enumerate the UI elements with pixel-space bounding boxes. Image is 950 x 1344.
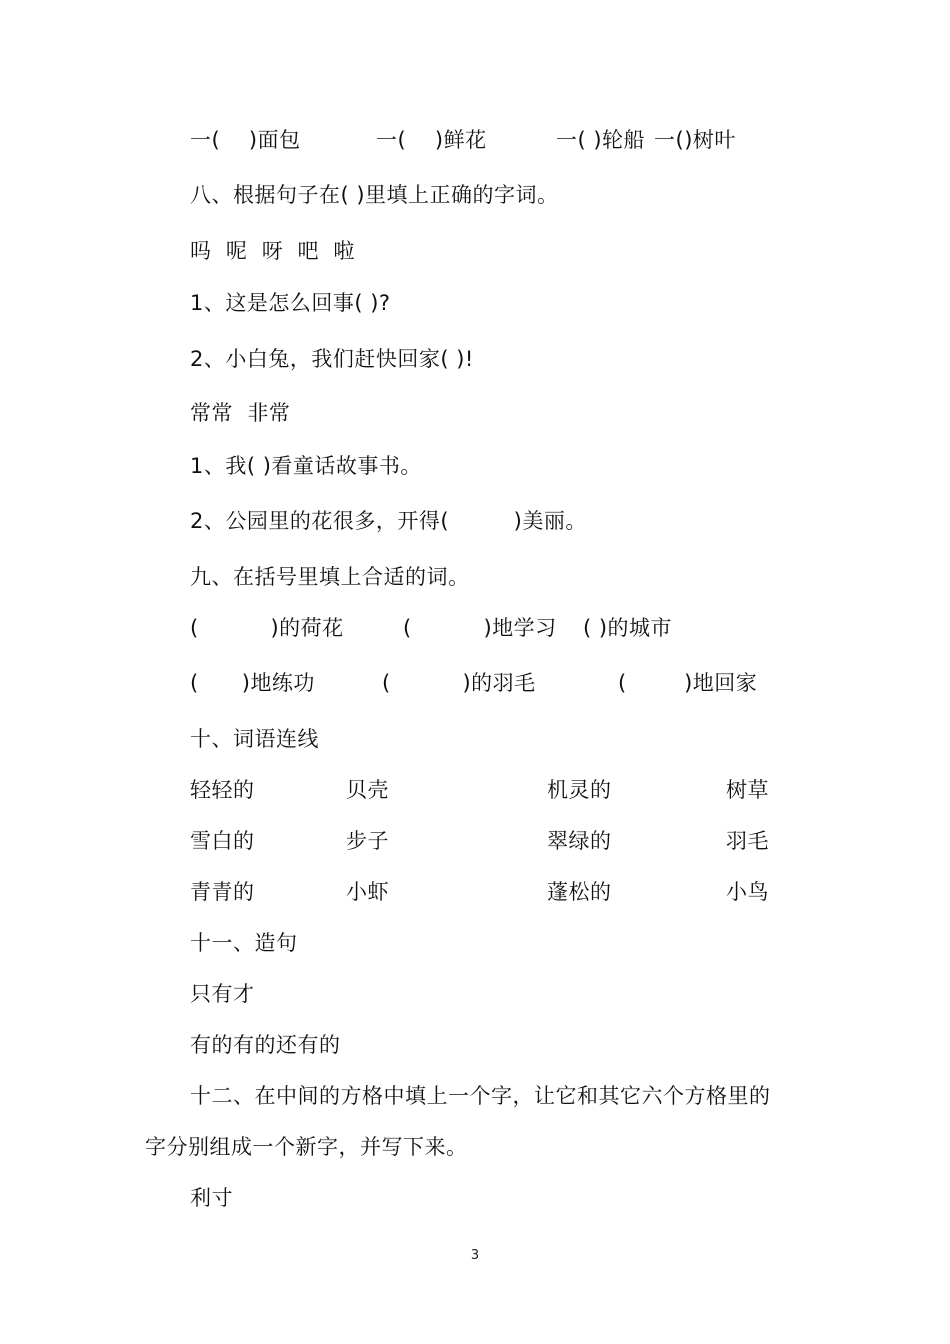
match-right-noun: 羽毛	[726, 829, 769, 853]
measure-word-3: 一( )轮船	[556, 128, 646, 152]
match-left-noun: 步子	[346, 829, 389, 853]
match-left-word: 雪白的	[190, 829, 255, 853]
section8-group2-item-1: 1、我( )看童话故事书。	[190, 454, 422, 478]
match-right-word: 翠绿的	[547, 829, 612, 853]
section11-item-1: 只有才	[190, 982, 255, 1006]
section8-group2-words: 常常 非常	[190, 401, 291, 425]
section9-row1-item-2: ( )地学习	[403, 616, 557, 640]
section12-heading-line2: 字分别组成一个新字，并写下来。	[145, 1135, 468, 1159]
measure-word-2: 一( )鲜花	[376, 128, 487, 152]
section9-row1-item-3: ( )的城市	[583, 616, 673, 640]
match-right-word: 蓬松的	[547, 880, 612, 904]
measure-word-1: 一( )面包	[190, 128, 301, 152]
section8-group2-item-2: 2、公园里的花很多，开得( )美丽。	[190, 509, 587, 533]
match-right-noun: 小鸟	[726, 880, 769, 904]
match-right-word: 机灵的	[547, 778, 612, 802]
section9-row2-item-1: ( )地练功	[190, 671, 315, 695]
match-left-noun: 贝壳	[346, 778, 389, 802]
match-right-noun: 树草	[726, 778, 769, 802]
match-left-word: 轻轻的	[190, 778, 255, 802]
section12-chars: 利寸	[190, 1186, 233, 1210]
measure-word-4: 一()树叶	[654, 128, 736, 152]
match-left-noun: 小虾	[346, 880, 389, 904]
section9-row2-item-2: ( )的羽毛	[382, 671, 536, 695]
section11-item-2: 有的有的还有的	[190, 1033, 341, 1057]
section12-heading-line1: 十二、在中间的方格中填上一个字，让它和其它六个方格里的	[190, 1084, 771, 1108]
section9-row1-item-1: ( )的荷花	[190, 616, 344, 640]
section8-group1-words: 吗 呢 呀 吧 啦	[190, 239, 355, 263]
section8-group1-item-2: 2、小白兔，我们赶快回家( )!	[190, 347, 474, 371]
section8-heading: 八、根据句子在( )里填上正确的字词。	[190, 183, 559, 207]
section11-heading: 十一、造句	[190, 931, 298, 955]
page-number: 3	[470, 1248, 480, 1263]
section10-heading: 十、词语连线	[190, 727, 319, 751]
match-left-word: 青青的	[190, 880, 255, 904]
section9-heading: 九、在括号里填上合适的词。	[190, 565, 470, 589]
section8-group1-item-1: 1、这是怎么回事( )?	[190, 291, 391, 315]
section9-row2-item-3: ( )地回家	[618, 671, 758, 695]
